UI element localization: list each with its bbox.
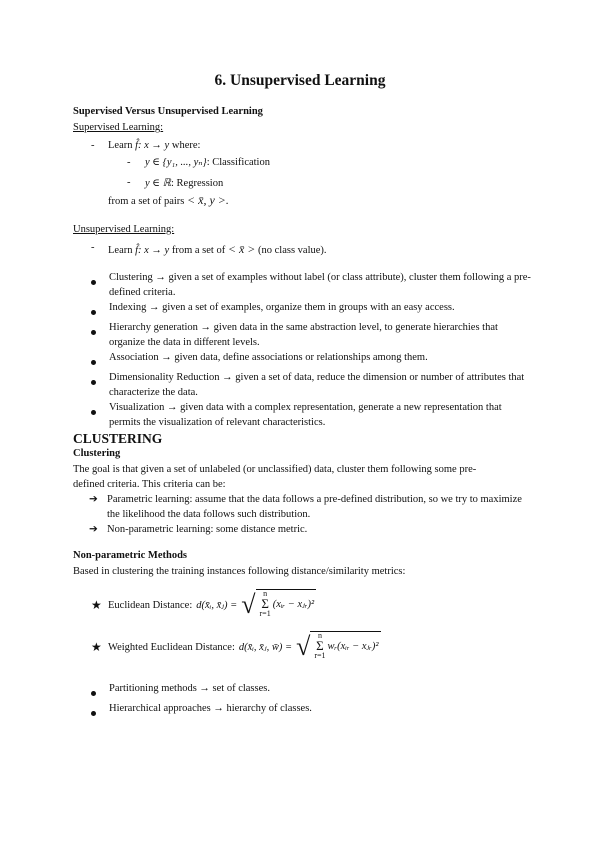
unsupervised-learn-line (108, 242, 327, 257)
regression-math: y ∈ ℝ (145, 178, 171, 189)
sum (260, 590, 271, 618)
unsupervised-label: Unsupervised Learning: (73, 224, 175, 235)
bullet-text: Hierarchical approaches → hierarchy of classes. (109, 703, 312, 714)
pairs-math: < x̄, y >. (187, 193, 229, 207)
weighted-euclidean-formula (91, 630, 381, 664)
bullet-text: Clustering → given a set of examples without label (or class attribute), cluster them following a pre-defined criteria. (109, 272, 531, 298)
sum-top: n (317, 630, 322, 640)
euclidean-formula (91, 588, 316, 622)
sigma-icon: Σ (261, 595, 269, 611)
radicand (310, 631, 380, 660)
bullet-icon (91, 711, 96, 716)
nonparametric-heading: Non-parametric Methods (73, 550, 188, 561)
bullet-icon (91, 310, 96, 315)
arrow-text: Parametric learning: assume that the data follows a pre-defined distribution, so we try to maximize the likelihood the data follows such distribution. (107, 494, 522, 520)
clustering-arrow-list (89, 492, 529, 537)
sqrt-icon: √ (241, 590, 256, 619)
weighted-body: wᵣ(xᵢᵣ − xⱼᵣ)² (327, 640, 379, 652)
list-item (91, 300, 531, 320)
radicand (256, 589, 317, 618)
dash: - (127, 157, 131, 168)
sum (314, 632, 325, 660)
unsup-from: from a set of (171, 245, 226, 256)
supervised-label: Supervised Learning: (73, 122, 164, 133)
task-bullet-list (91, 270, 531, 430)
sqrt-icon: √ (296, 632, 311, 661)
bullet-icon (91, 410, 96, 415)
bullet-icon (91, 360, 96, 365)
list-item (89, 522, 529, 537)
weighted-label: Weighted Euclidean Distance: (108, 641, 235, 653)
unsup-learn-text: Learn (108, 245, 133, 256)
arrow-icon: ➔ (89, 524, 98, 535)
section-heading-supervised-vs-unsupervised: Supervised Versus Unsupervised Learning (73, 106, 263, 117)
list-item (89, 492, 529, 522)
list-item (91, 370, 531, 400)
method-bullet-list (91, 681, 312, 721)
classification-math: y ∈ {y₁, ..., yₙ} (145, 157, 207, 168)
list-item (91, 701, 312, 721)
sum-top: n (263, 588, 268, 598)
sum-bottom: r=1 (259, 608, 271, 618)
bullet-text: Indexing → given a set of examples, organize them in groups with an easy access. (109, 302, 455, 313)
bullet-icon (91, 330, 96, 335)
bullet-text: Association → given data, define associations or relationships among them. (109, 352, 428, 363)
list-item (91, 320, 531, 350)
clustering-subheading: Clustering (73, 448, 121, 459)
bullet-text: Partitioning methods → set of classes. (109, 683, 270, 694)
unsup-learn-function: f̂: x → y (135, 245, 170, 256)
classification-text: : Classification (206, 157, 270, 168)
regression-line (145, 177, 223, 189)
bullet-icon (91, 691, 96, 696)
arrow-icon: ➔ (89, 494, 98, 505)
clustering-intro: The goal is that given a set of unlabeled (or unclassified) data, cluster them following some pre-defined criteria. This criteria can be: (73, 464, 477, 490)
dash: - (91, 140, 95, 151)
bullet-text: Hierarchy generation → given data in the same abstraction level, to generate hierarchies that organize the data in different levels. (109, 322, 498, 348)
arrow-text: Non-parametric learning: some distance metric. (107, 524, 308, 535)
learn-function: f̂: x → y (135, 140, 170, 151)
list-item (91, 681, 312, 701)
list-item (91, 400, 531, 430)
star-icon: ★ (91, 597, 102, 612)
list-item (91, 270, 531, 300)
euclidean-label: Euclidean Distance: (108, 599, 193, 611)
dash: - (91, 242, 95, 253)
pairs-text: from a set of pairs (108, 196, 185, 207)
bullet-icon (91, 380, 96, 385)
dash: - (127, 177, 131, 188)
list-item (91, 350, 531, 370)
bullet-text: Visualization → given data with a complex representation, generate a new representation that permits the visualization of relevant characteristics. (109, 402, 502, 428)
page-title: 6. Unsupervised Learning (214, 72, 386, 89)
learn-text: Learn (108, 140, 133, 151)
euclidean-body: (xᵢᵣ − xⱼᵣ)² (272, 598, 315, 610)
sum-bottom: r=1 (314, 650, 326, 660)
bullet-text: Dimensionality Reduction → given a set of data, reduce the dimension or number of attributes that characterize the data. (109, 372, 525, 398)
unsup-tail: (no class value). (258, 245, 327, 256)
learn-line (108, 140, 200, 151)
pairs-line (108, 193, 229, 208)
learn-where: where: (171, 140, 201, 151)
star-icon: ★ (91, 639, 102, 654)
sigma-icon: Σ (316, 637, 324, 653)
weighted-lhs: d(x̄ᵢ, x̄ⱼ, w̄) = (238, 642, 293, 653)
euclidean-lhs: d(x̄ᵢ, x̄ⱼ) = (196, 600, 238, 611)
regression-text: : Regression (171, 178, 224, 189)
classification-line (145, 156, 270, 168)
nonparametric-intro: Based in clustering the training instances following distance/similarity metrics: (73, 566, 406, 577)
bullet-icon (91, 280, 96, 285)
unsup-math: < x̄ > (227, 242, 256, 256)
clustering-heading: CLUSTERING (73, 431, 163, 446)
